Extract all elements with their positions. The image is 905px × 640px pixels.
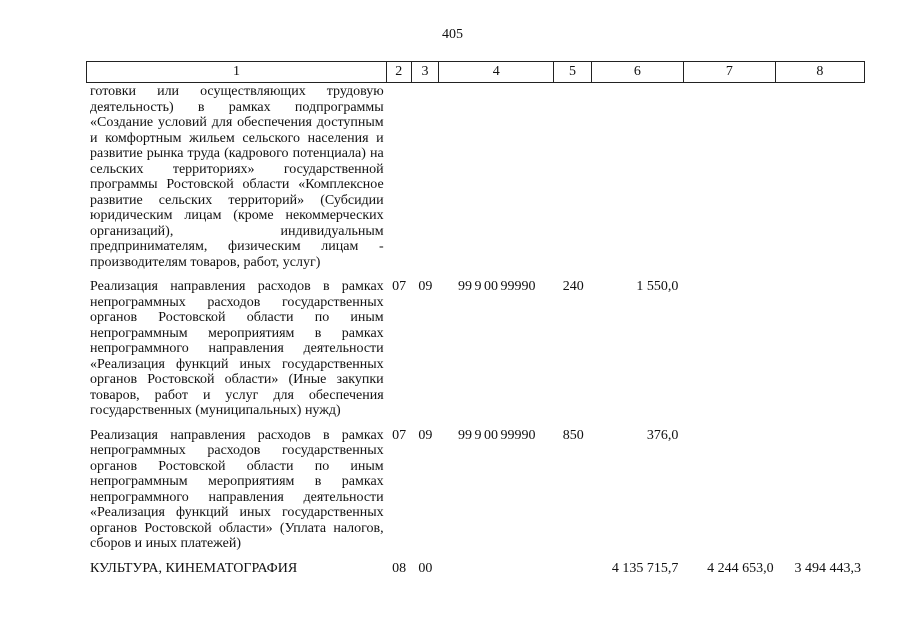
row-section: 07 — [392, 427, 407, 443]
table-row — [86, 279, 865, 419]
row-name: Реализация направления расходов в рамках непрограммных расходов государственных органов Ростовской области по иным непрограммным мероприятиям в рамках непрограммного направления деятельности «Реализация функций иных государственных органов Ростовской области» (Иные закупки товаров, работ и услуг для обеспечения государственных (муниципальных) нужд) — [90, 279, 384, 418]
header-col-5: 5 — [554, 62, 592, 82]
row-expense-type — [554, 561, 592, 577]
row-expense-type: 850 — [562, 427, 584, 443]
header-col-3: 3 — [412, 62, 440, 82]
row-target-article: 99 9 00 99990 — [458, 427, 536, 443]
table-row — [86, 561, 865, 577]
row-subsection: 09 — [418, 279, 433, 294]
row-amount-col-7: 4 244 653,0 — [707, 560, 774, 576]
row-target-article — [439, 84, 554, 270]
header-col-4: 4 — [439, 62, 554, 82]
row-target-article: 99 9 00 99990 — [458, 279, 536, 294]
row-amount-col-6 — [592, 84, 684, 270]
row-amount-col-8 — [777, 84, 865, 270]
row-amount-col-8 — [777, 428, 865, 552]
table-header-row — [86, 61, 865, 83]
table-body — [86, 84, 865, 576]
row-name: Реализация направления расходов в рамках непрограммных расходов государственных органов Ростовской области по иным непрограммным мероприятиям в рамках непрограммного направления деятельности «Реализация функций иных государственных органов Ростовской области» (Уплата налогов, сборов и иных платежей) — [90, 427, 384, 551]
row-name: готовки или осуществляющих трудовую деятельность) в рамках подпрограммы «Создание условий для обеспечения доступным и комфортным жильем сельского населения и развитие рынка труда (кадрового потенциала) на сельских территориях» государственной программы Ростовской области «Комплексное развитие сельских территорий» (Субсидии юридическим лицам (кроме некоммерческих организаций), индивидуальным предпринимателям, физическим лицам - производителям товаров, работ, услуг) — [90, 84, 384, 270]
row-amount-col-8: 3 494 443,3 — [794, 560, 861, 576]
row-section — [387, 84, 412, 270]
row-subsection — [411, 84, 439, 270]
row-section: 07 — [392, 279, 407, 294]
row-subsection: 00 — [418, 560, 433, 576]
header-col-1: 1 — [87, 62, 387, 82]
row-amount-col-7 — [684, 428, 776, 552]
row-section: 08 — [392, 560, 407, 576]
row-target-article — [439, 561, 554, 577]
header-col-8: 8 — [816, 64, 824, 79]
row-amount-col-7 — [684, 279, 776, 419]
row-subsection: 09 — [418, 427, 433, 443]
page-number: 405 — [442, 27, 463, 42]
row-expense-type — [554, 84, 592, 270]
row-amount-col-7 — [684, 84, 776, 270]
header-col-7: 7 — [684, 62, 776, 82]
row-amount-col-6: 4 135 715,7 — [611, 560, 679, 576]
table-row — [86, 84, 865, 270]
row-amount-col-8 — [777, 279, 865, 419]
header-col-2: 2 — [387, 62, 412, 82]
row-name: КУЛЬТУРА, КИНЕМАТОГРАФИЯ — [90, 560, 298, 576]
row-expense-type: 240 — [562, 279, 584, 294]
row-amount-col-6: 376,0 — [646, 427, 679, 443]
row-amount-col-6: 1 550,0 — [636, 279, 679, 294]
header-col-6: 6 — [592, 62, 684, 82]
table-row — [86, 428, 865, 552]
